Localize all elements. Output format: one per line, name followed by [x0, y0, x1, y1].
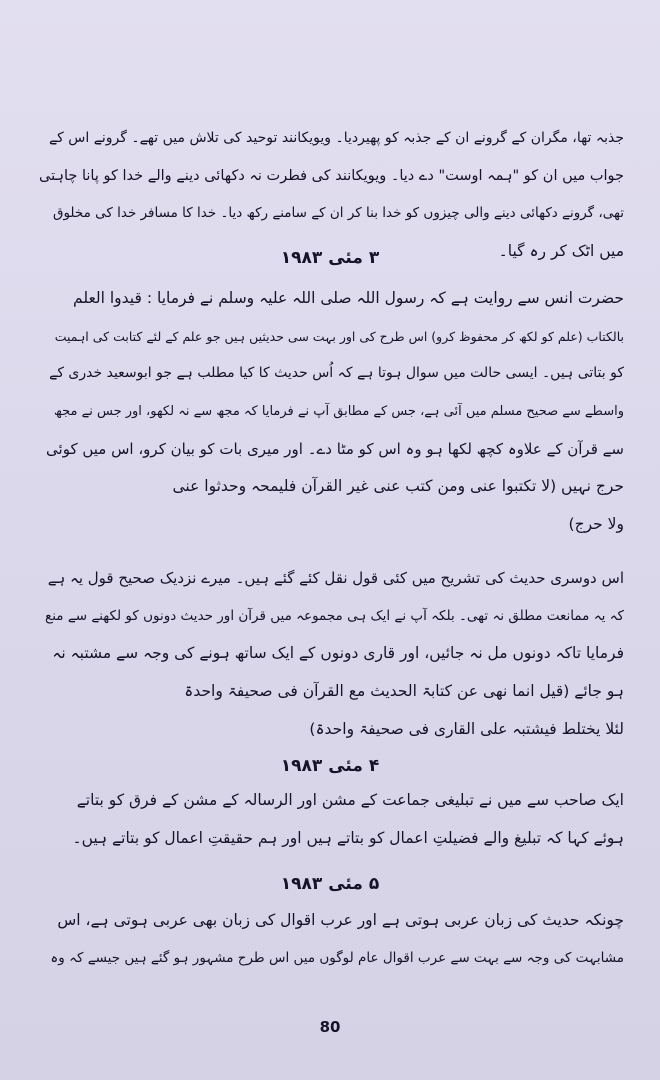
page-number: 80 — [319, 1018, 341, 1036]
paragraph-hadith-writing — [36, 280, 624, 544]
date-heading-4-may: ۴ مئی ۱۹۸۳ — [280, 756, 380, 776]
date-heading-5-may: ۵ مئی ۱۹۸۳ — [280, 874, 380, 894]
text-line: لئلا یختلط فیشتبہ علی القاری فی صحیفۃ واحدۃ) — [309, 719, 624, 738]
text-line: سے قرآن کے علاوہ کچھ لکھا ہو وہ اس کو مٹا دے۔ اور میری بات کو بیان کرو، اس میں کوئی — [46, 439, 624, 458]
text-line: ہو جائے (قیل انما نھی عن کتابۃ الحدیث مع القرآن فی صحیفۃ واحدۃ — [184, 682, 624, 701]
text-line: کہ یہ ممانعت مطلق نہ تھی۔ بلکہ آپ نے ایک ہی مجموعہ میں قرآن اور حدیث دونوں کو لکھنے سے منع — [45, 607, 624, 624]
date-heading-3-may: ۳ مئی ۱۹۸۳ — [280, 248, 380, 268]
text-line: میں اٹک کر رہ گیا۔ — [498, 242, 624, 261]
text-line: حرج نہیں (لا تکتبوا عنی ومن کتب عنی غیر القرآن فلیمحہ وحدثوا عنی — [172, 477, 624, 496]
paragraph-arab-sayings — [36, 902, 624, 977]
text-line: اس دوسری حدیث کی تشریح میں کئی قول نقل کئے گئے ہیں۔ میرے نزدیک صحیح قول یہ ہے — [47, 569, 624, 587]
text-line: چونکہ حدیث کی زبان عربی ہوتی ہے اور عرب اقوال کی زبان بھی عربی ہوتی ہے، اس — [57, 911, 624, 929]
text-line: بالکتاب (علم کو لکھ کر محفوظ کرو) اس طرح کی اور بہت سی حدیثیں ہیں جو علم کے لئے کتابت کی اہمیت — [54, 328, 624, 344]
text-line: مشابہت کی وجہ سے بہت سے عرب اقوال عام لوگوں میں اس طرح مشہور ہو گئے ہیں جیسے کہ وہ — [50, 949, 624, 966]
text-line: تھی، گرونے دکھائی دینے والی چیزوں کو خدا بنا کر ان کے سامنے رکھ دیا۔ خدا کا مسافر خدا کی مخلوق — [52, 205, 624, 222]
paragraph-explanation — [36, 560, 624, 748]
text-line: حضرت انس سے روایت ہے کہ رسول اللہ صلی اللہ علیہ وسلم نے فرمایا : قیدوا العلم — [73, 289, 624, 307]
text-line: جذبہ تھا، مگران کے گرونے ان کے جذبہ کو پھیردیا۔ ویویکانند توحید کی تلاش میں تھے۔ گرونے اس کے — [48, 130, 624, 146]
text-line: ہوئے کہا کہ تبلیغ والے فضیلتِ اعمال کو بتاتے ہیں اور ہم حقیقتِ اعمال کو بتاتے ہیں۔ — [72, 828, 624, 847]
text-line: جواب میں ان کو "ہمہ اوست" دے دیا۔ ویویکانند کی فطرت نہ دکھائی دینے والے خدا کو پانا چاہتی — [39, 167, 624, 184]
text-line: ولا حرج) — [568, 515, 624, 534]
text-line: فرمایا تاکہ دونوں مل نہ جائیں، اور قاری دونوں کے ایک ساتھ ہونے کی وجہ سے مشتبہ نہ — [52, 644, 624, 663]
paragraph-tablighi — [36, 782, 624, 857]
text-line: ایک صاحب سے میں نے تبلیغی جماعت کے مشن اور الرسالہ کے مشن کے فرق کو بتاتے — [76, 791, 624, 809]
text-line: کو بتاتی ہیں۔ ایسی حالت میں سوال ہوتا ہے کہ اُس حدیث کا کیا مطلب ہے جو ابوسعید خدری کے — [49, 365, 624, 382]
text-line: واسطے سے صحیح مسلم میں آئی ہے، جس کے مطابق آپ نے فرمایا کہ مجھ سے نہ لکھو، اور جس نے مجھ — [53, 404, 624, 420]
